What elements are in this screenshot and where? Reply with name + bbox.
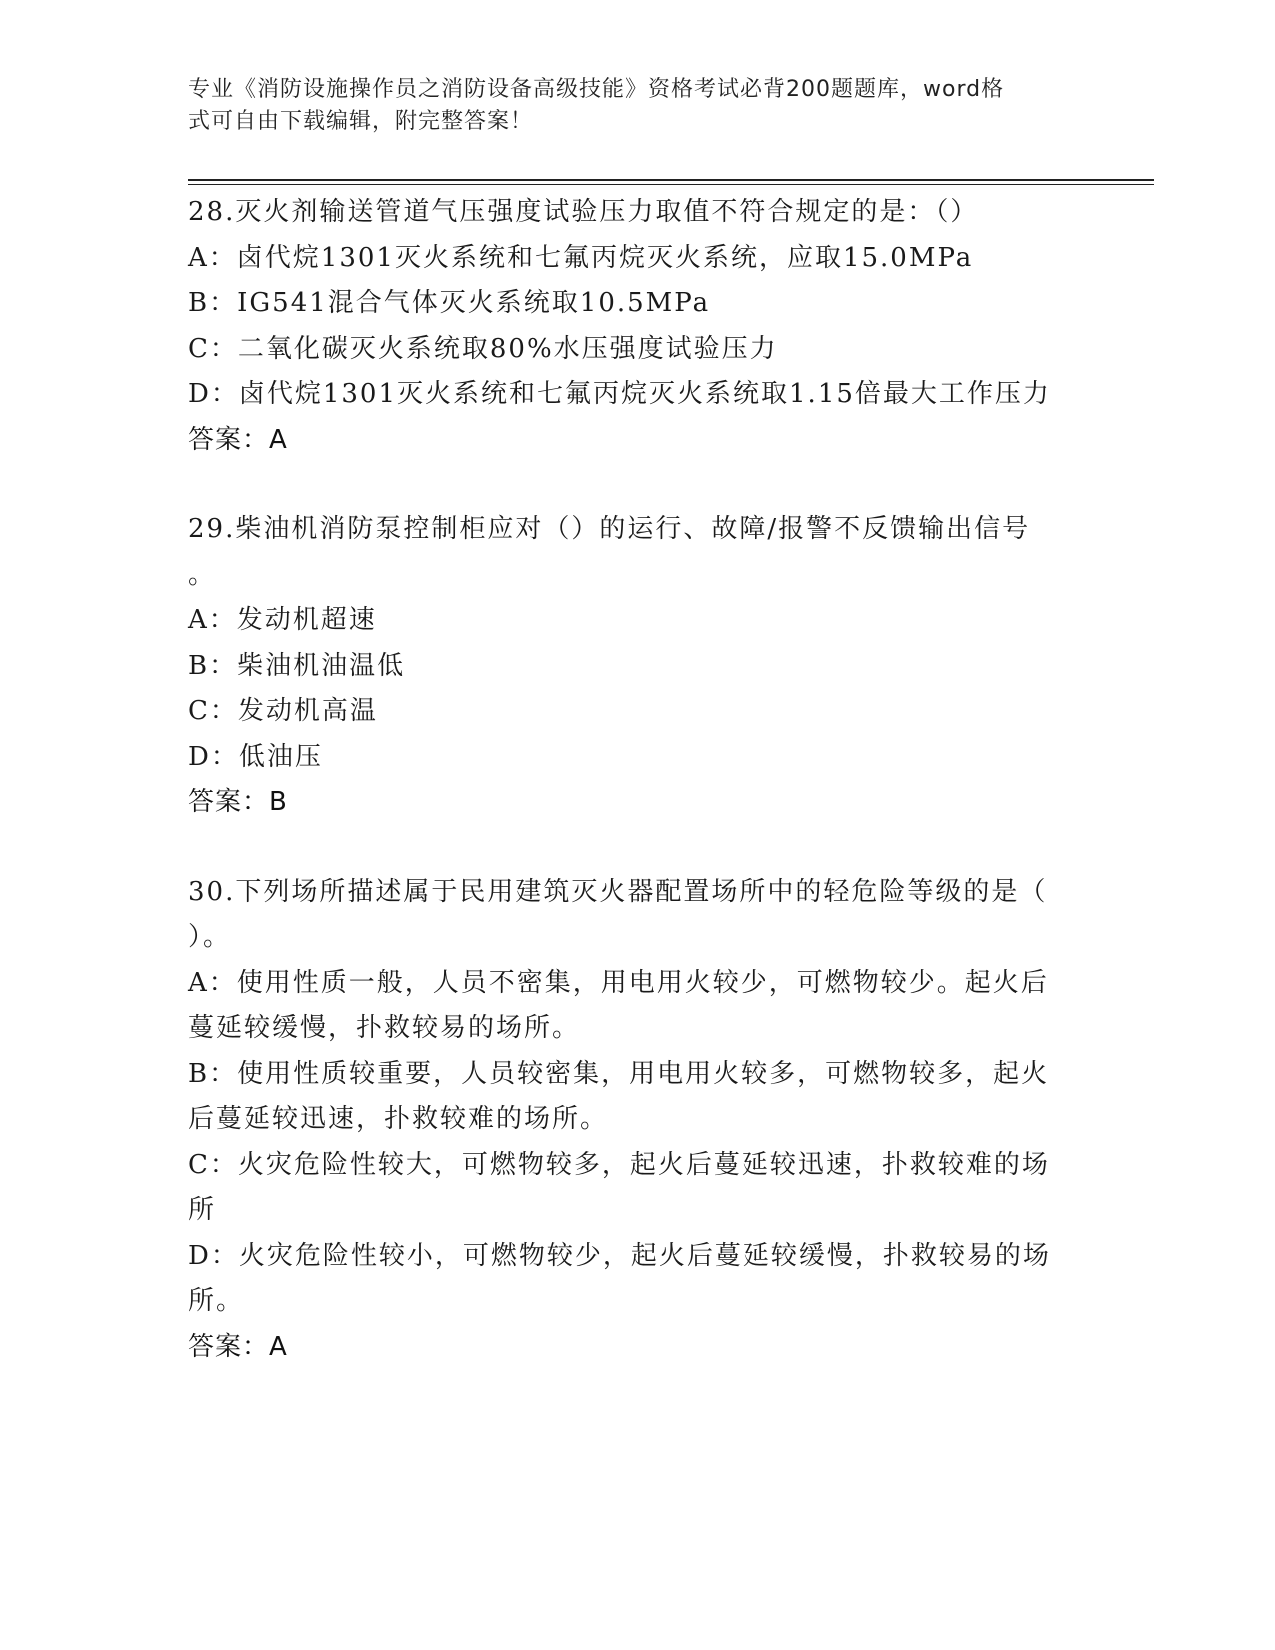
option-d: D：火灾危险性较小，可燃物较少，起火后蔓延较缓慢，扑救较易的场	[188, 1240, 1051, 1271]
header-line-2: 式可自由下载编辑，附完整答案！	[188, 109, 534, 134]
question-29	[188, 507, 1088, 826]
question-30	[188, 870, 1088, 1371]
answer-line: 答案：B	[188, 787, 288, 817]
option-b: B：柴油机油温低	[188, 650, 406, 681]
document-header	[188, 74, 1068, 138]
question-stem: 29.柴油机消防泵控制柜应对（）的运行、故障/报警不反馈输出信号	[188, 514, 1031, 544]
option-d-continuation: 所。	[188, 1286, 245, 1316]
question-stem-continuation: 。	[188, 559, 217, 590]
option-c: C：二氧化碳灭火系统取80%水压强度试验压力	[188, 333, 778, 364]
option-a: A：使用性质一般，人员不密集，用电用火较少，可燃物较少。起火后	[188, 967, 1049, 998]
option-c: C：火灾危险性较大，可燃物较多，起火后蔓延较迅速，扑救较难的场	[188, 1149, 1050, 1180]
answer-line: 答案：A	[188, 1331, 288, 1362]
header-divider-thick	[188, 179, 1154, 181]
option-a-continuation: 蔓延较缓慢，扑救较易的场所。	[188, 1013, 581, 1043]
option-d: D：卤代烷1301灭火系统和七氟丙烷灭火系统取1.15倍最大工作压力	[188, 379, 1051, 409]
question-stem-continuation: ）。	[188, 922, 232, 952]
question-stem: 30.下列场所描述属于民用建筑灭火器配置场所中的轻危险等级的是（	[188, 876, 1048, 907]
option-c-continuation: 所	[188, 1195, 217, 1225]
question-list	[188, 190, 1088, 1370]
option-b-continuation: 后蔓延较迅速，扑救较难的场所。	[188, 1104, 609, 1134]
option-a: A：发动机超速	[188, 605, 377, 635]
option-d: D：低油压	[188, 741, 323, 772]
option-b: B：IG541混合气体灭火系统取10.5MPa	[188, 288, 711, 318]
header-divider-thin	[188, 184, 1154, 185]
header-line-1: 专业《消防设施操作员之消防设备高级技能》资格考试必背200题题库，word格	[188, 77, 1005, 102]
option-b: B：使用性质较重要，人员较密集，用电用火较多，可燃物较多，起火	[188, 1058, 1050, 1089]
question-stem: 28.灭火剂输送管道气压强度试验压力取值不符合规定的是：（）	[188, 197, 979, 227]
answer-line: 答案：A	[188, 424, 288, 455]
option-c: C：发动机高温	[188, 696, 378, 726]
option-a: A：卤代烷1301灭火系统和七氟丙烷灭火系统，应取15.0MPa	[188, 242, 974, 273]
question-28	[188, 190, 1088, 463]
